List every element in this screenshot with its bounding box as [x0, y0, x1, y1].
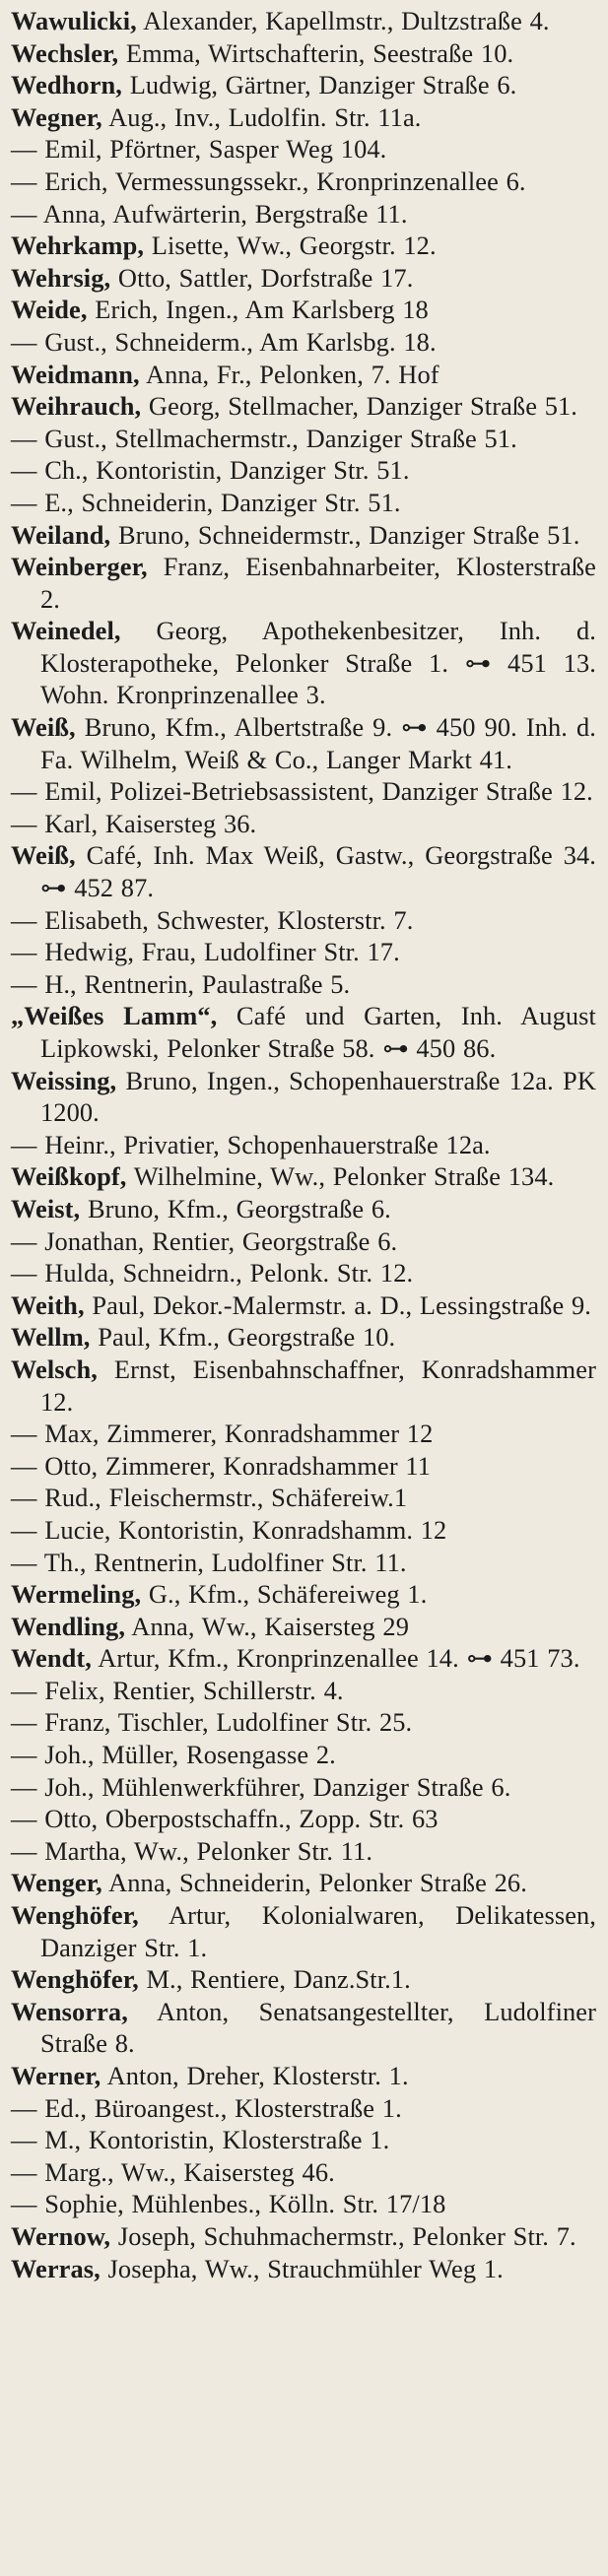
directory-entry	[11, 1160, 596, 1193]
entry-details: G., Kfm., Schäfereiweg 1.	[141, 1579, 428, 1610]
directory-entry	[11, 1065, 596, 1129]
entry-details: Anna, Schneiderin, Pelonker Straße 26.	[101, 1868, 527, 1898]
entry-details: — Otto, Zimmerer, Konradshammer 11	[11, 1450, 432, 1481]
entry-surname: Weist,	[11, 1193, 81, 1223]
entry-details: Emma, Wirtschafterin, Seestraße 10.	[118, 37, 514, 68]
entry-details: Paul, Dekor.-Malermstr. a. D., Lessingstraße 9.	[84, 1289, 591, 1320]
directory-entry	[11, 1321, 596, 1354]
directory-entry	[11, 1899, 596, 1963]
entry-details: Alexander, Kapellmstr., Dultzstraße 4.	[136, 6, 550, 35]
entry-surname: Weissing,	[11, 1065, 117, 1095]
entry-surname: Weiß,	[11, 712, 76, 743]
entry-surname: Werner,	[11, 2061, 101, 2090]
directory-entry	[11, 1193, 596, 1225]
entry-details: — Hulda, Schneidrn., Pelonk. Str. 12.	[11, 1258, 414, 1288]
directory-entry	[11, 2156, 596, 2189]
directory-entry	[11, 1482, 596, 1514]
directory-entry	[11, 551, 596, 615]
directory-entry	[11, 390, 596, 423]
entry-details: — Emil, Polizei-Betriebsassistent, Danziger Straße 12.	[11, 776, 593, 807]
entry-surname: Werras,	[11, 2253, 101, 2283]
entry-details: — Otto, Oberpostschaffn., Zopp. Str. 63	[11, 1804, 439, 1834]
entry-details: Josepha, Ww., Strauchmühler Weg 1.	[100, 2253, 504, 2283]
entry-details: Artur, Kolonialwaren, Delikatessen, Danziger Str. 1.	[40, 1900, 596, 1962]
entry-details: — M., Kontoristin, Klosterstraße 1.	[11, 2125, 390, 2155]
entry-details: Ludwig, Gärtner, Danziger Straße 6.	[122, 70, 517, 100]
entry-surname: Weiß,	[11, 840, 76, 871]
directory-entry	[11, 133, 596, 165]
directory-entry	[11, 487, 596, 519]
entry-details: — Gust., Schneiderm., Am Karlsbg. 18.	[11, 326, 437, 357]
entry-details: — Elisabeth, Schwester, Klosterstr. 7.	[11, 904, 414, 935]
entry-details: Erich, Ingen., Am Karlsberg 18	[87, 295, 429, 325]
entry-details: M., Rentiere, Danz.Str.1.	[138, 1964, 411, 1995]
entry-surname: Weiland,	[11, 519, 111, 550]
directory-entry	[11, 775, 596, 808]
entry-details: Georg, Apothekenbesitzer, Inh. d. Klosterapotheke, Pelonker Straße 1. ⊶ 451 13. Wohn. Kronprinzenallee 3.	[40, 616, 596, 710]
directory-entry	[11, 2253, 596, 2285]
directory-entry	[11, 904, 596, 937]
entry-surname: Weinberger,	[11, 552, 148, 582]
entry-surname: Wehrkamp,	[11, 231, 145, 261]
entry-details: Anna, Fr., Pelonken, 7. Hof	[139, 359, 439, 389]
directory-entry	[11, 1675, 596, 1707]
entry-details: — Ch., Kontoristin, Danziger Str. 51.	[11, 455, 410, 486]
directory-entry	[11, 423, 596, 455]
entry-details: — Th., Rentnerin, Ludolfiner Str. 11.	[11, 1547, 407, 1577]
directory-entry	[11, 1514, 596, 1547]
directory-entry	[11, 615, 596, 711]
directory-entry	[11, 165, 596, 198]
entry-details: — Lucie, Kontoristin, Konradshamm. 12	[11, 1514, 447, 1545]
entry-details: — Felix, Rentier, Schillerstr. 4.	[11, 1675, 344, 1705]
entry-details: — Franz, Tischler, Ludolfiner Str. 25.	[11, 1707, 413, 1738]
directory-entry	[11, 326, 596, 359]
entry-details: — Martha, Ww., Pelonker Str. 11.	[11, 1835, 373, 1866]
entry-details: Paul, Kfm., Georgstraße 10.	[90, 1322, 396, 1353]
directory-column	[11, 5, 596, 2284]
entry-surname: Weidmann,	[11, 359, 140, 389]
entry-details: — Heinr., Privatier, Schopenhauerstraße 12a.	[11, 1129, 491, 1159]
directory-entry	[11, 1578, 596, 1611]
entry-details: Ernst, Eisenbahnschaffner, Konradshammer 12.	[40, 1354, 596, 1417]
entry-details: — Ed., Büroangest., Klosterstraße 1.	[11, 2092, 402, 2123]
directory-entry	[11, 262, 596, 295]
directory-entry	[11, 1835, 596, 1868]
directory-entry	[11, 1706, 596, 1739]
entry-details: — Marg., Ww., Kaisersteg 46.	[11, 2156, 335, 2187]
directory-entry	[11, 1547, 596, 1579]
directory-entry	[11, 1642, 596, 1675]
entry-details: Joseph, Schuhmachermstr., Pelonker Str. 7.	[110, 2220, 576, 2251]
entry-surname: Weide,	[11, 295, 88, 325]
entry-details: Anton, Senatsangestellter, Ludolfiner Straße 8.	[40, 1996, 596, 2059]
directory-entry	[11, 1450, 596, 1483]
entry-surname: Weißkopf,	[11, 1161, 127, 1192]
directory-entry	[11, 839, 596, 903]
entry-details: — Rud., Fleischermstr., Schäfereiw.1	[11, 1483, 408, 1513]
entry-details: Lisette, Ww., Georgstr. 12.	[144, 231, 437, 261]
entry-details: — Gust., Stellmachermstr., Danziger Straße 51.	[11, 423, 517, 453]
entry-details: Bruno, Kfm., Albertstraße 9. ⊶ 450 90. Inh. d. Fa. Wilhelm, Weiß & Co., Langer Markt 41.	[40, 712, 596, 774]
entry-details: Bruno, Kfm., Georgstraße 6.	[80, 1193, 391, 1223]
entry-surname: Weith,	[11, 1289, 85, 1320]
entry-surname: Wegner,	[11, 101, 102, 132]
directory-entry	[11, 968, 596, 1001]
directory-entry	[11, 294, 596, 326]
entry-surname: Wellm,	[11, 1322, 91, 1353]
entry-details: Bruno, Schneidermstr., Danziger Straße 51.	[110, 519, 580, 550]
directory-entry	[11, 1354, 596, 1418]
entry-surname: Wendling,	[11, 1611, 126, 1641]
directory-entry	[11, 519, 596, 552]
entry-details: — Joh., Mühlenwerkführer, Danziger Straße 6.	[11, 1771, 511, 1802]
directory-entry	[11, 2124, 596, 2156]
entry-details: Café und Garten, Inh. August Lipkowski, Pelonker Straße 58. ⊶ 450 86.	[40, 1001, 596, 1063]
directory-entry	[11, 1867, 596, 1899]
entry-surname: Wehrsig,	[11, 262, 111, 293]
directory-entry	[11, 1996, 596, 2060]
directory-entry	[11, 230, 596, 262]
directory-entry	[11, 1225, 596, 1258]
entry-details: — Joh., Müller, Rosengasse 2.	[11, 1740, 336, 1770]
entry-details: Anton, Dreher, Klosterstr. 1.	[101, 2061, 409, 2090]
directory-entry	[11, 2060, 596, 2092]
entry-details: Georg, Stellmacher, Danziger Straße 51.	[141, 391, 577, 422]
entry-surname: Wermeling,	[11, 1579, 142, 1610]
directory-entry	[11, 1418, 596, 1450]
directory-entry	[11, 1000, 596, 1064]
directory-entry	[11, 1611, 596, 1643]
directory-entry	[11, 1803, 596, 1835]
entry-surname: Wenger,	[11, 1868, 102, 1898]
directory-entry	[11, 1257, 596, 1289]
entry-details: — Max, Zimmerer, Konradshammer 12	[11, 1419, 434, 1449]
entry-details: Artur, Kfm., Kronprinzenallee 14. ⊶ 451 73.	[92, 1643, 580, 1674]
entry-surname: Wensorra,	[11, 1996, 128, 2026]
entry-details: — Jonathan, Rentier, Georgstraße 6.	[11, 1225, 398, 1256]
directory-entry	[11, 2188, 596, 2220]
directory-entry	[11, 1289, 596, 1322]
directory-entry	[11, 454, 596, 487]
entry-details: — Emil, Pförtner, Sasper Weg 104.	[11, 134, 387, 165]
directory-entry	[11, 1771, 596, 1804]
entry-details: — E., Schneiderin, Danziger Str. 51.	[11, 487, 401, 517]
directory-entry	[11, 936, 596, 968]
entry-surname: „Weißes Lamm“,	[11, 1001, 218, 1031]
entry-surname: Wernow,	[11, 2220, 111, 2251]
entry-details: — H., Rentnerin, Paulastraße 5.	[11, 968, 351, 999]
directory-entry	[11, 359, 596, 391]
entry-details: Franz, Eisenbahnarbeiter, Klosterstraße 2.	[40, 552, 596, 614]
entry-details: Bruno, Ingen., Schopenhauerstraße 12a. PK 1200.	[40, 1065, 596, 1128]
entry-details: — Erich, Vermessungssekr., Kronprinzenallee 6.	[11, 165, 526, 196]
directory-entry	[11, 2220, 596, 2253]
entry-surname: Weihrauch,	[11, 391, 142, 422]
entry-details: Anna, Ww., Kaisersteg 29	[125, 1611, 409, 1641]
entry-surname: Welsch,	[11, 1354, 98, 1384]
entry-details: Café, Inh. Max Weiß, Gastw., Georgstraße 34. ⊶ 452 87.	[40, 840, 596, 903]
entry-surname: Wedhorn,	[11, 70, 122, 100]
entry-details: — Sophie, Mühlenbes., Kölln. Str. 17/18	[11, 2189, 446, 2219]
entry-details: — Anna, Aufwärterin, Bergstraße 11.	[11, 198, 408, 229]
directory-entry	[11, 69, 596, 101]
directory-entry	[11, 37, 596, 70]
directory-entry	[11, 1963, 596, 1996]
directory-entry	[11, 101, 596, 134]
entry-details: — Karl, Kaisersteg 36.	[11, 808, 257, 838]
directory-entry	[11, 198, 596, 231]
directory-entry	[11, 808, 596, 840]
entry-details: — Hedwig, Frau, Ludolfiner Str. 17.	[11, 937, 400, 967]
entry-surname: Wenghöfer,	[11, 1900, 139, 1931]
entry-surname: Wawulicki,	[11, 6, 137, 35]
entry-details: Otto, Sattler, Dorfstraße 17.	[110, 262, 414, 293]
entry-surname: Wenghöfer,	[11, 1964, 139, 1995]
directory-entry	[11, 5, 596, 37]
entry-details: Wilhelmine, Ww., Pelonker Straße 134.	[126, 1161, 555, 1192]
entry-surname: Wechsler,	[11, 37, 119, 68]
directory-entry	[11, 711, 596, 775]
directory-entry	[11, 2092, 596, 2125]
entry-surname: Weinedel,	[11, 616, 121, 646]
entry-details: Aug., Inv., Ludolfin. Str. 11a.	[101, 101, 422, 132]
entry-surname: Wendt,	[11, 1643, 92, 1674]
directory-entry	[11, 1739, 596, 1771]
directory-entry	[11, 1129, 596, 1161]
